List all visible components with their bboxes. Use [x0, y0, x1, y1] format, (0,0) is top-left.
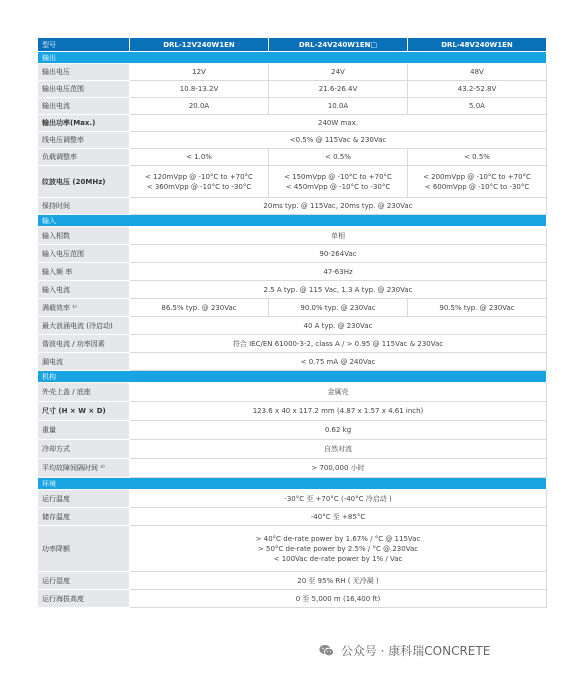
spec-label: 输出电流	[38, 98, 130, 115]
spec-label: 输入电流	[38, 281, 130, 299]
spec-value: 86.5% typ. @ 230Vac	[130, 299, 269, 317]
spec-value-line: < 360mVpp @ -10°C to -30°C	[146, 182, 252, 191]
section-title: 输入	[38, 215, 547, 227]
spec-label: 输出功率(Max.)	[38, 115, 130, 132]
spec-label: 功率降额	[38, 526, 130, 572]
spec-value: 10.8-13.2V	[130, 81, 269, 98]
spec-row	[38, 590, 547, 608]
spec-value: 21.6-26.4V	[269, 81, 408, 98]
spec-label: 线电压调整率	[38, 132, 130, 149]
spec-row	[38, 526, 547, 572]
spec-value: 24V	[269, 64, 408, 81]
section-header	[38, 215, 547, 227]
section-title: 环境	[38, 478, 547, 490]
model-24v: DRL-24V240W1EN□	[269, 38, 408, 52]
spec-value: 单相	[130, 227, 547, 245]
spec-value: 240W max.	[130, 115, 547, 132]
spec-value-line: > 50°C de-rate power by 2.5% / °C @ 230Vac	[257, 544, 419, 553]
spec-row	[38, 64, 547, 81]
spec-value: 48V	[408, 64, 547, 81]
spec-label: 漏电流	[38, 353, 130, 371]
spec-value: <0.5% @ 115Vac & 230Vac	[130, 132, 547, 149]
spec-row	[38, 335, 547, 353]
spec-value: -30°C 至 +70°C (-40°C 冷启动 )	[130, 490, 547, 508]
spec-value-line: > 40°C de-rate power by 1.67% / °C @ 115Vac	[255, 534, 421, 543]
spec-value: > 700,000 小时	[130, 459, 547, 478]
spec-table	[37, 37, 547, 608]
model-48v: DRL-48V240W1EN	[408, 38, 547, 52]
spec-label: 满载效率 ¹⁾	[38, 299, 130, 317]
spec-row	[38, 227, 547, 245]
spec-value: 2.5 A typ. @ 115 Vac, 1.3 A typ. @ 230Vac	[130, 281, 547, 299]
spec-value-line: < 120mVpp @ -10°C to +70°C	[145, 172, 253, 181]
spec-value: 47-63Hz	[130, 263, 547, 281]
spec-value: 10.0A	[269, 98, 408, 115]
section-header	[38, 478, 547, 490]
spec-value: 12V	[130, 64, 269, 81]
spec-value-line: < 100Vac de-rate power by 1% / Vac	[273, 554, 403, 563]
spec-row	[38, 149, 547, 166]
spec-row	[38, 115, 547, 132]
spec-label: 输入电压范围	[38, 245, 130, 263]
spec-value-line: < 450mVpp @ -10°C to -30°C	[285, 182, 391, 191]
spec-value: 符合 IEC/EN 61000-3-2, class A / > 0.95 @ 115Vac & 230Vac	[130, 335, 547, 353]
model-12v: DRL-12V240W1EN	[130, 38, 269, 52]
spec-row	[38, 81, 547, 98]
spec-value: 20.0A	[130, 98, 269, 115]
spec-row	[38, 459, 547, 478]
spec-row	[38, 383, 547, 402]
spec-value: 90.5% typ. @ 230Vac	[408, 299, 547, 317]
spec-row	[38, 572, 547, 590]
spec-value: 123.6 x 40 x 117.2 mm (4.87 x 1.57 x 4.61 inch)	[130, 402, 547, 421]
spec-value: 90-264Vac	[130, 245, 547, 263]
spec-value: 20ms typ. @ 115Vac, 20ms typ. @ 230Vac	[130, 198, 547, 215]
spec-label: 储存温度	[38, 508, 130, 526]
spec-row	[38, 402, 547, 421]
spec-value: < 1.0%	[130, 149, 269, 166]
spec-label: 输出电压	[38, 64, 130, 81]
spec-value-line: < 600mVpp @ -10°C to -30°C	[424, 182, 530, 191]
spec-value	[269, 166, 408, 198]
spec-label: 尺寸 (H × W × D)	[38, 402, 130, 421]
spec-label: 重量	[38, 421, 130, 440]
spec-label: 保持时间	[38, 198, 130, 215]
spec-row	[38, 166, 547, 198]
spec-label: 外壳上盖 / 底座	[38, 383, 130, 402]
spec-row	[38, 245, 547, 263]
wechat-icon	[319, 644, 334, 660]
spec-value: -40°C 至 +85°C	[130, 508, 547, 526]
spec-label: 平均故障间隔时间 ²⁾	[38, 459, 130, 478]
spec-label: 输入相数	[38, 227, 130, 245]
spec-value: 90.0% typ. @ 230Vac	[269, 299, 408, 317]
spec-value	[130, 526, 547, 572]
spec-label: 纹波电压 (20MHz)	[38, 166, 130, 198]
model-header-row	[38, 38, 547, 52]
spec-value: 40 A typ. @ 230Vac	[130, 317, 547, 335]
spec-row	[38, 98, 547, 115]
spec-row	[38, 508, 547, 526]
section-title: 机构	[38, 371, 547, 383]
spec-value: < 0.5%	[269, 149, 408, 166]
spec-label: 冷却方式	[38, 440, 130, 459]
spec-row	[38, 353, 547, 371]
spec-label: 谐波电流 / 功率因素	[38, 335, 130, 353]
model-label: 型号	[38, 38, 130, 52]
spec-row	[38, 490, 547, 508]
spec-label: 运行海拔高度	[38, 590, 130, 608]
spec-value: 自然对流	[130, 440, 547, 459]
spec-value-line: < 200mVpp @ -10°C to +70°C	[423, 172, 531, 181]
spec-row	[38, 299, 547, 317]
section-title: 输出	[38, 52, 547, 64]
footer-brand	[319, 642, 490, 660]
spec-value-line: < 150mVpp @ -10°C to +70°C	[284, 172, 392, 181]
spec-label: 运行湿度	[38, 572, 130, 590]
spec-value: 0.62 kg	[130, 421, 547, 440]
spec-row	[38, 132, 547, 149]
section-header	[38, 52, 547, 64]
spec-label: 输出电压范围	[38, 81, 130, 98]
spec-value: 43.2-52.8V	[408, 81, 547, 98]
spec-label: 运行温度	[38, 490, 130, 508]
spec-value: < 0.75 mA @ 240Vac	[130, 353, 547, 371]
spec-value: < 0.5%	[408, 149, 547, 166]
spec-label: 最大浪涌电流 (冷启动)	[38, 317, 130, 335]
spec-value	[408, 166, 547, 198]
spec-row	[38, 263, 547, 281]
spec-row	[38, 440, 547, 459]
spec-value: 5.0A	[408, 98, 547, 115]
spec-value: 0 至 5,000 m (16,400 ft)	[130, 590, 547, 608]
spec-label: 负载调整率	[38, 149, 130, 166]
section-header	[38, 371, 547, 383]
footer-brand-text: 公众号 · 康科瑞CONCRETE	[340, 644, 491, 658]
spec-row	[38, 281, 547, 299]
spec-row	[38, 317, 547, 335]
spec-label: 输入频 率	[38, 263, 130, 281]
spec-row	[38, 421, 547, 440]
spec-value: 金属壳	[130, 383, 547, 402]
spec-value: 20 至 95% RH ( 无冷凝 )	[130, 572, 547, 590]
spec-value	[130, 166, 269, 198]
spec-row	[38, 198, 547, 215]
